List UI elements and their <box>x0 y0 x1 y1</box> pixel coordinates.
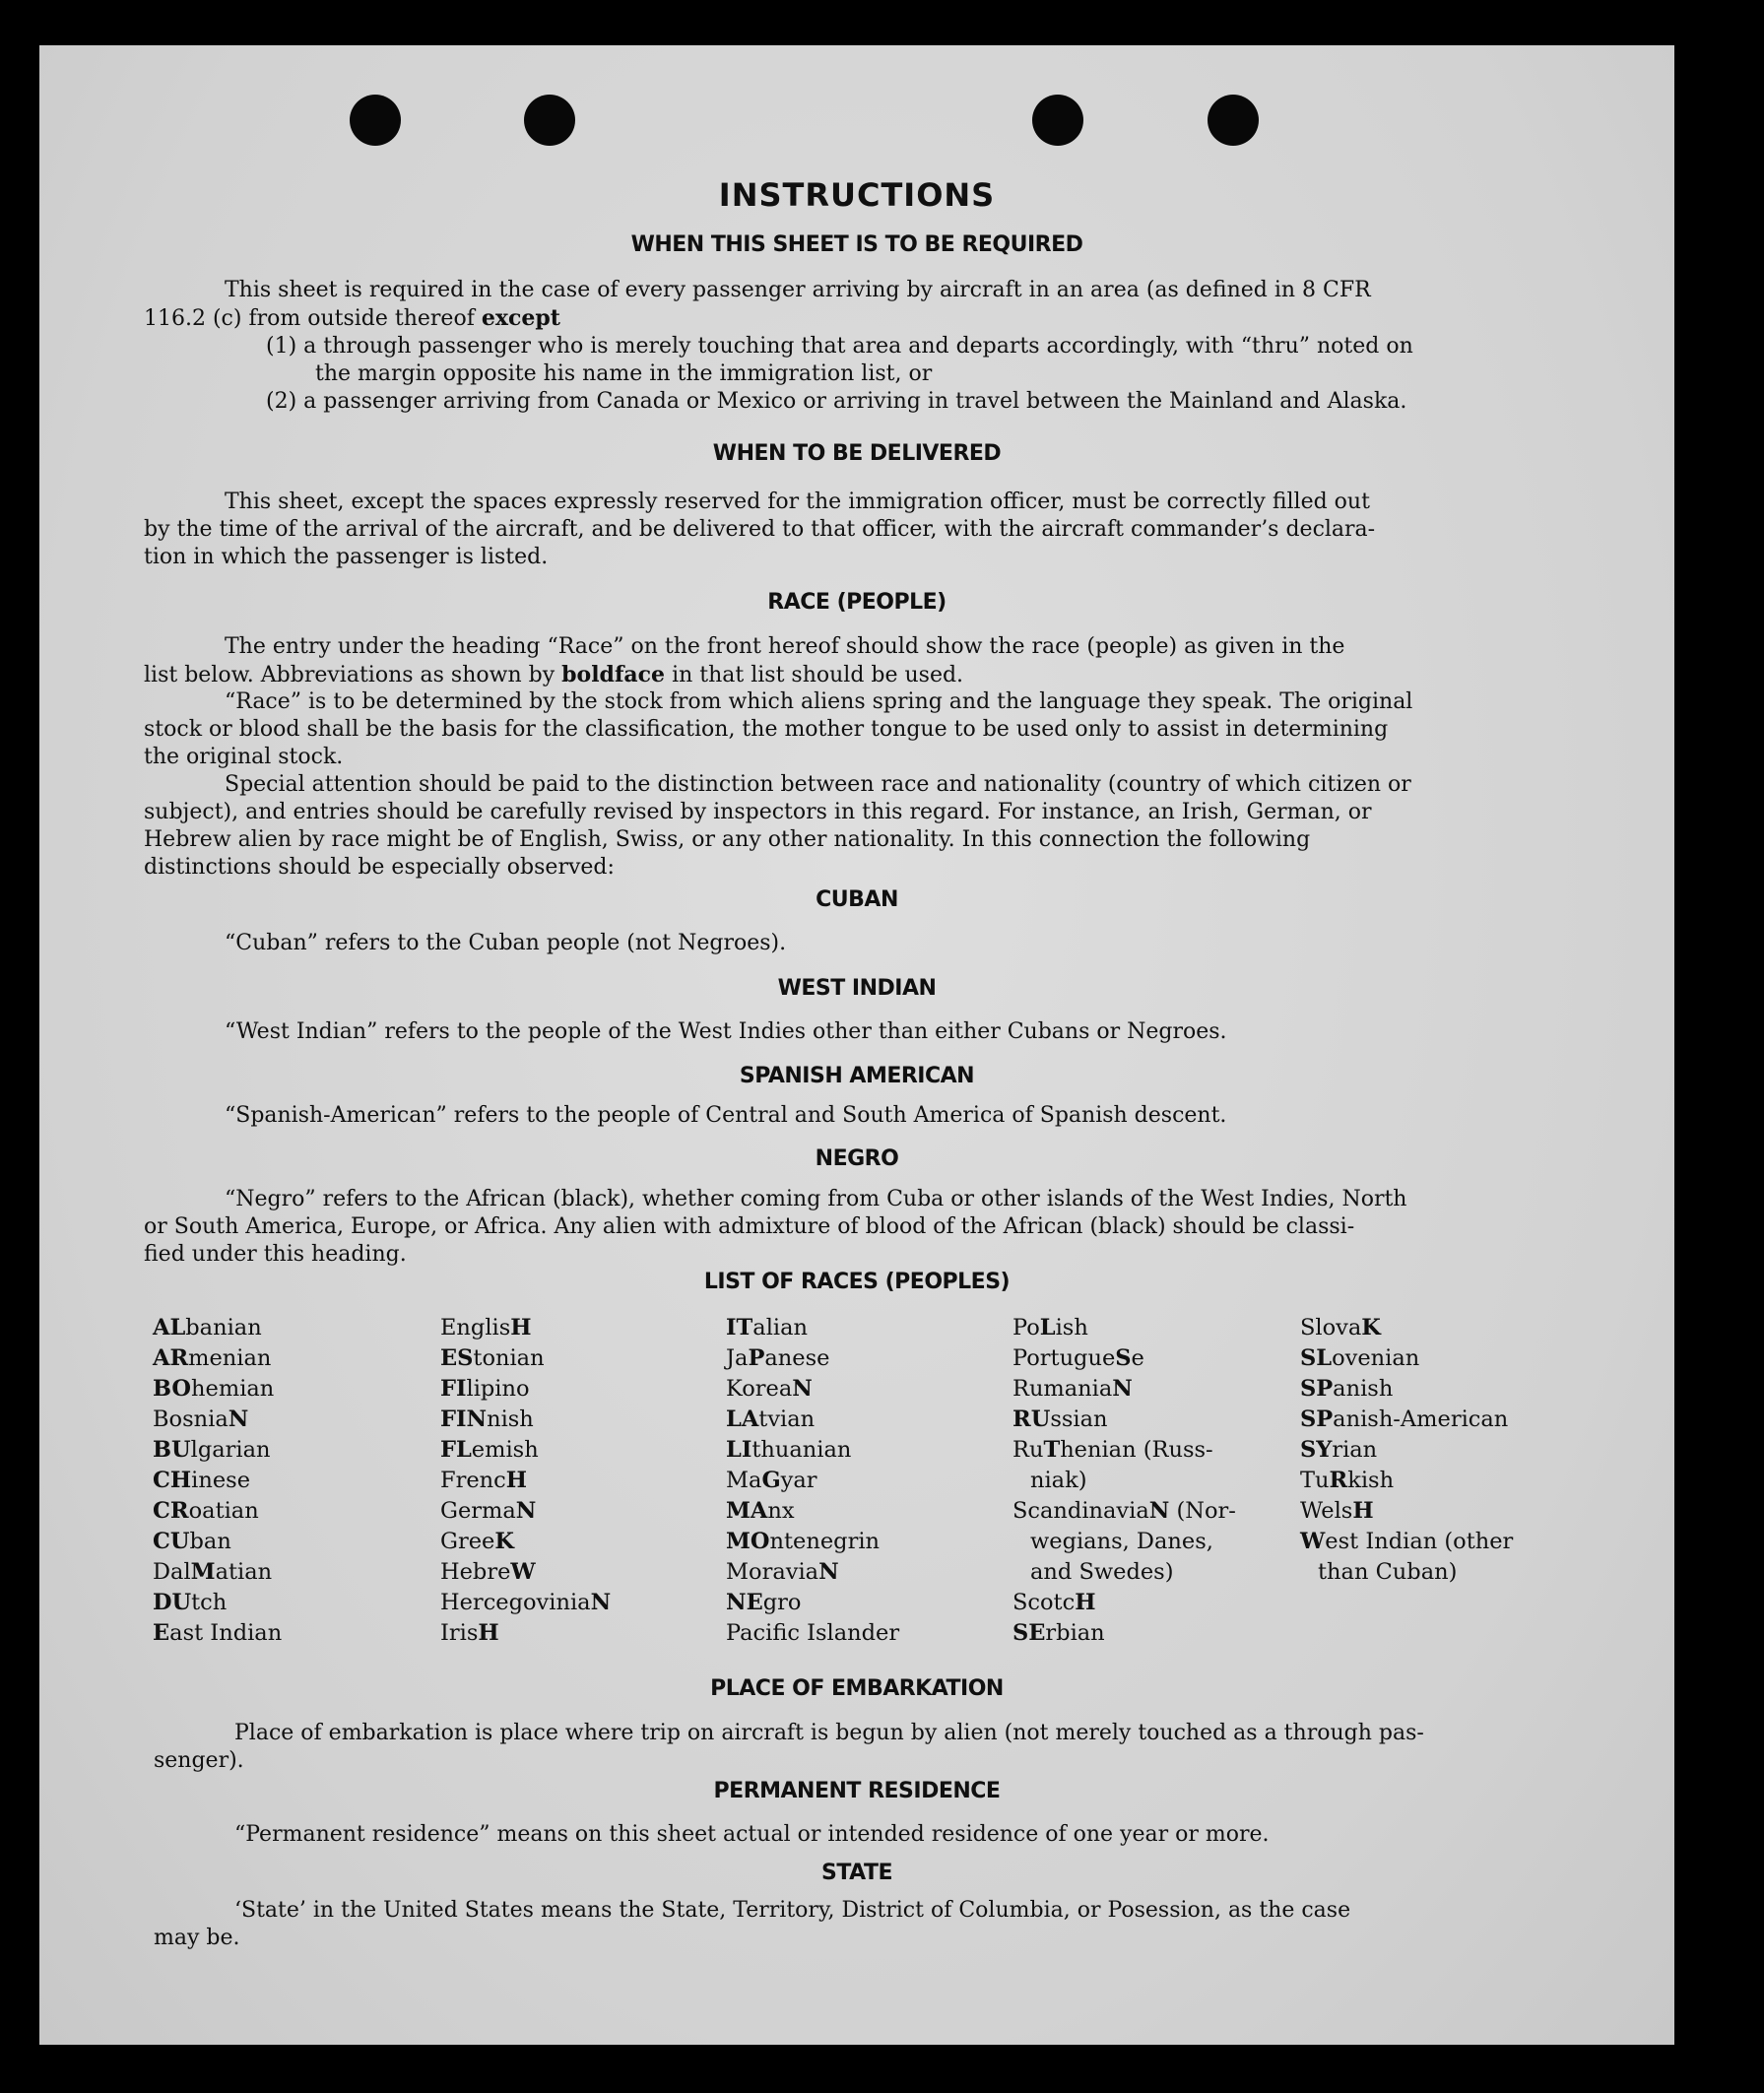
text-line: ‘State’ in the United States means the State, Territory, District of Columbia, or Posession, as the case <box>234 1898 1351 1923</box>
race-entry <box>153 1374 282 1405</box>
paragraph-race-4 <box>144 716 1388 745</box>
text-line: “Cuban” refers to the Cuban people (not Negroes). <box>225 931 787 955</box>
except-word: except <box>481 305 560 331</box>
race-abbrev: BU <box>153 1437 191 1463</box>
heading-spanish-american: SPANISH AMERICAN <box>739 1064 975 1088</box>
race-abbrev: P <box>748 1345 765 1371</box>
race-abbrev: SP <box>1300 1406 1334 1432</box>
text-line: This sheet, except the spaces expressly reserved for the immigration officer, must be correctly filled out <box>225 490 1370 514</box>
race-text: thuanian <box>751 1437 852 1463</box>
race-entry <box>440 1313 611 1343</box>
paragraph-when-required-1 <box>225 277 1603 305</box>
race-entry <box>1013 1496 1236 1527</box>
race-entry <box>1300 1527 1513 1557</box>
race-abbrev: LA <box>726 1406 759 1432</box>
race-text: ssian <box>1050 1406 1108 1432</box>
race-abbrev: FI <box>440 1376 467 1402</box>
race-abbrev: SP <box>1300 1376 1334 1402</box>
race-text: ntenegrin <box>769 1529 881 1554</box>
race-text: menian <box>188 1345 272 1371</box>
paragraph-west-indian <box>225 1018 1227 1047</box>
race-abbrev: H <box>510 1315 532 1341</box>
paragraph-spanish-american <box>225 1102 1226 1131</box>
race-text: Gree <box>440 1529 495 1554</box>
paragraph-race-9 <box>144 854 615 883</box>
race-entry <box>153 1435 282 1466</box>
text-line: stock or blood shall be the basis for the classification, the mother tongue to be used only to assist in determining <box>144 717 1389 742</box>
race-abbrev: N <box>590 1590 612 1615</box>
race-text: anish <box>1333 1376 1394 1402</box>
paragraph-race-3 <box>225 688 1412 717</box>
race-abbrev: N <box>818 1559 839 1585</box>
race-text: kish <box>1347 1468 1395 1493</box>
races-column-3 <box>726 1313 899 1649</box>
paragraph-negro-3 <box>144 1241 407 1270</box>
text-line <box>144 304 1523 334</box>
text-line: senger). <box>154 1748 244 1773</box>
race-abbrev: L <box>1039 1315 1056 1341</box>
race-text: ast Indian <box>169 1620 283 1646</box>
race-abbrev: FL <box>440 1437 472 1463</box>
race-abbrev: SE <box>1013 1620 1046 1646</box>
race-text: anish-American <box>1333 1406 1509 1432</box>
race-entry <box>153 1618 282 1649</box>
race-text: wegians, Danes, <box>1030 1529 1213 1554</box>
race-text: oatian <box>188 1498 259 1524</box>
heading-list-of-races: LIST OF RACES (PEOPLES) <box>703 1270 1011 1294</box>
race-text: Tu <box>1300 1468 1330 1493</box>
paragraph-state-1 <box>234 1897 1350 1926</box>
text-line: the margin opposite his name in the immigration list, or <box>315 361 933 386</box>
race-entry <box>726 1588 899 1618</box>
list-item-exception-2 <box>266 388 1605 417</box>
race-text: hemian <box>191 1376 275 1402</box>
list-item-exception-1-cont <box>315 360 1596 389</box>
paragraph-when-required-2 <box>144 304 1523 334</box>
race-entry <box>153 1496 282 1527</box>
race-abbrev: W <box>510 1559 536 1585</box>
race-text: alian <box>752 1315 808 1341</box>
race-text: ovenian <box>1332 1345 1420 1371</box>
heading-state: STATE <box>821 1861 892 1885</box>
race-text: Slova <box>1300 1315 1362 1341</box>
race-abbrev: E <box>153 1620 170 1646</box>
race-abbrev: IT <box>726 1315 753 1341</box>
text-line <box>144 661 963 690</box>
race-abbrev: BO <box>153 1376 192 1402</box>
race-abbrev: H <box>1075 1590 1096 1615</box>
race-abbrev: SY <box>1300 1437 1333 1463</box>
race-text: Scandinavia <box>1013 1498 1149 1524</box>
race-text: nx <box>767 1498 795 1524</box>
race-text: tch <box>191 1590 228 1615</box>
race-abbrev: N <box>515 1498 537 1524</box>
race-entry <box>726 1343 899 1374</box>
race-entry <box>1013 1313 1236 1343</box>
race-text: than Cuban) <box>1318 1559 1458 1585</box>
text-line: or South America, Europe, or Africa. Any alien with admixture of blood of the African (black) should be classi- <box>144 1214 1355 1239</box>
document-sheet <box>39 45 1674 2045</box>
race-abbrev: H <box>1352 1498 1374 1524</box>
text-line: “Spanish-American” refers to the people of Central and South America of Spanish descent. <box>225 1103 1227 1128</box>
race-text: (Nor- <box>1169 1498 1236 1524</box>
race-entry <box>1300 1313 1513 1343</box>
race-text: anese <box>764 1345 830 1371</box>
race-entry <box>153 1343 282 1374</box>
race-text: rbian <box>1045 1620 1105 1646</box>
text-line: “West Indian” refers to the people of the West Indies other than either Cubans or Negroes. <box>225 1019 1227 1044</box>
race-text: Wels <box>1300 1498 1353 1524</box>
text-line: “Permanent residence” means on this sheet actual or intended residence of one year or more. <box>234 1822 1270 1847</box>
race-abbrev: CH <box>153 1468 192 1493</box>
race-text: ban <box>189 1529 231 1554</box>
paragraph-when-delivered-2 <box>144 516 1375 545</box>
heading-west-indian: WEST INDIAN <box>777 976 937 1001</box>
page-title: INSTRUCTIONS <box>718 176 996 214</box>
race-entry <box>726 1496 899 1527</box>
races-column-5 <box>1300 1313 1513 1588</box>
race-entry <box>440 1343 611 1374</box>
race-abbrev: K <box>494 1529 514 1554</box>
race-text: yar <box>780 1468 817 1493</box>
race-entry <box>1013 1588 1236 1618</box>
race-abbrev: NE <box>726 1590 763 1615</box>
race-entry <box>440 1405 611 1435</box>
race-entry <box>440 1618 611 1649</box>
paragraph-race-5 <box>144 744 343 772</box>
race-abbrev: W <box>1300 1529 1326 1554</box>
races-column-1 <box>153 1313 282 1649</box>
text-line: This sheet is required in the case of every passenger arriving by aircraft in an area (as defined in 8 CFR <box>225 278 1371 302</box>
race-entry <box>1300 1557 1513 1588</box>
race-abbrev: T <box>1043 1437 1061 1463</box>
text-line: may be. <box>154 1926 240 1950</box>
list-item-exception-1 <box>266 333 1605 361</box>
race-entry <box>153 1588 282 1618</box>
race-text: lgarian <box>190 1437 271 1463</box>
text-line: subject), and entries should be carefully revised by inspectors in this regard. For instance, an Irish, German, or <box>144 800 1372 824</box>
paragraph-embarkation-1 <box>234 1720 1424 1748</box>
race-text: Ja <box>726 1345 749 1371</box>
race-abbrev: N <box>1148 1498 1170 1524</box>
race-abbrev: CU <box>153 1529 190 1554</box>
paragraph-when-delivered-3 <box>144 544 548 572</box>
race-entry <box>1300 1466 1513 1496</box>
race-text: Ma <box>726 1468 762 1493</box>
race-entry <box>1013 1374 1236 1405</box>
race-entry <box>1300 1374 1513 1405</box>
heading-embarkation: PLACE OF EMBARKATION <box>710 1676 1004 1701</box>
race-abbrev: R <box>1329 1468 1348 1493</box>
race-text: henian (Russ- <box>1060 1437 1213 1463</box>
paragraph-when-delivered-1 <box>225 489 1370 517</box>
race-abbrev: ES <box>440 1345 474 1371</box>
race-text: Scotc <box>1013 1590 1076 1615</box>
heading-negro: NEGRO <box>815 1146 899 1171</box>
race-entry <box>153 1527 282 1557</box>
paragraph-state-2 <box>154 1925 240 1953</box>
race-entry <box>1300 1405 1513 1435</box>
race-text: Ru <box>1013 1437 1044 1463</box>
race-abbrev: S <box>1115 1345 1132 1371</box>
race-entry <box>440 1435 611 1466</box>
race-text: Pacific Islander <box>726 1620 900 1646</box>
text-segment: list below. Abbreviations as shown by <box>144 663 555 687</box>
text-line: fied under this heading. <box>144 1242 407 1267</box>
race-text: Korea <box>726 1376 793 1402</box>
paragraph-race-7 <box>144 799 1372 827</box>
race-entry <box>726 1374 899 1405</box>
text-line: “Race” is to be determined by the stock from which aliens spring and the language they speak. The original <box>225 689 1413 714</box>
paragraph-race-6 <box>225 771 1411 800</box>
text-line: (2) a passenger arriving from Canada or Mexico or arriving in travel between the Mainland and Alaska. <box>266 389 1407 414</box>
race-text: gro <box>762 1590 802 1615</box>
text-line: “Negro” refers to the African (black), whether coming from Cuba or other islands of the West Indies, North <box>225 1187 1407 1211</box>
race-text: Moravia <box>726 1559 819 1585</box>
text-line: by the time of the arrival of the aircraft, and be delivered to that officer, with the aircraft commander’s declara- <box>144 517 1376 542</box>
race-entry <box>440 1588 611 1618</box>
race-text: Germa <box>440 1498 516 1524</box>
race-entry <box>153 1557 282 1588</box>
race-entry <box>440 1496 611 1527</box>
race-text: Dal <box>153 1559 191 1585</box>
paragraph-race-8 <box>144 826 1310 855</box>
race-abbrev: H <box>505 1468 528 1493</box>
race-entry <box>1013 1343 1236 1374</box>
race-text: Po <box>1013 1315 1040 1341</box>
boldface-word: boldface <box>561 662 666 687</box>
race-text: Frenc <box>440 1468 506 1493</box>
race-abbrev: MA <box>726 1498 768 1524</box>
race-abbrev: N <box>466 1406 488 1432</box>
race-text: banian <box>185 1315 262 1341</box>
race-text: e <box>1131 1345 1144 1371</box>
race-entry <box>726 1405 899 1435</box>
heading-cuban: CUBAN <box>816 887 898 912</box>
race-text: inese <box>191 1468 251 1493</box>
race-abbrev: N <box>228 1406 249 1432</box>
race-text: rian <box>1332 1437 1378 1463</box>
race-abbrev: AR <box>153 1345 189 1371</box>
race-abbrev: H <box>478 1620 499 1646</box>
race-abbrev: RU <box>1013 1406 1051 1432</box>
heading-when-required: WHEN THIS SHEET IS TO BE REQUIRED <box>630 232 1083 257</box>
race-entry <box>153 1313 282 1343</box>
race-entry <box>1013 1435 1236 1466</box>
race-text: and Swedes) <box>1030 1559 1174 1585</box>
race-text: Englis <box>440 1315 511 1341</box>
race-text: nish <box>487 1406 534 1432</box>
text-segment: in that list should be used. <box>672 663 964 687</box>
race-entry <box>1300 1343 1513 1374</box>
race-entry <box>440 1527 611 1557</box>
race-entry <box>726 1313 899 1343</box>
race-text: Hercegovinia <box>440 1590 591 1615</box>
race-abbrev: M <box>190 1559 216 1585</box>
race-entry <box>1013 1527 1236 1557</box>
race-entry <box>1013 1466 1236 1496</box>
race-entry <box>440 1374 611 1405</box>
race-text: Portugue <box>1013 1345 1116 1371</box>
race-text: tvian <box>758 1406 816 1432</box>
race-text: niak) <box>1030 1468 1087 1493</box>
race-text: tonian <box>473 1345 545 1371</box>
race-entry <box>726 1435 899 1466</box>
race-entry <box>726 1466 899 1496</box>
race-entry <box>440 1557 611 1588</box>
text-line: the original stock. <box>144 745 344 769</box>
paragraph-race-2 <box>144 661 963 690</box>
text-line: Place of embarkation is place where trip on aircraft is begun by alien (not merely touched as a through pas- <box>234 1721 1424 1745</box>
text-line: (1) a through passenger who is merely touching that area and departs accordingly, with “thru” noted on <box>266 334 1413 359</box>
race-text: est Indian (other <box>1325 1529 1514 1554</box>
race-abbrev: N <box>1112 1376 1133 1402</box>
punch-hole-1 <box>350 95 401 146</box>
text-segment: 116.2 (c) from outside thereof <box>144 306 475 331</box>
paragraph-embarkation-2 <box>154 1747 244 1776</box>
race-entry <box>726 1557 899 1588</box>
race-abbrev: CR <box>153 1498 189 1524</box>
race-abbrev: DU <box>153 1590 192 1615</box>
race-entry <box>726 1527 899 1557</box>
race-entry <box>1300 1496 1513 1527</box>
paragraph-residence <box>234 1821 1270 1850</box>
race-entry <box>1013 1618 1236 1649</box>
text-line: Special attention should be paid to the distinction between race and nationality (country of which citizen or <box>225 772 1411 797</box>
punch-hole-4 <box>1208 95 1259 146</box>
race-entry <box>153 1405 282 1435</box>
race-text: ish <box>1055 1315 1088 1341</box>
race-abbrev: N <box>792 1376 813 1402</box>
heading-when-delivered: WHEN TO BE DELIVERED <box>712 441 1002 466</box>
paragraph-cuban <box>225 930 786 958</box>
text-line: The entry under the heading “Race” on the front hereof should show the race (people) as given in the <box>225 634 1345 659</box>
race-abbrev: LI <box>726 1437 752 1463</box>
race-abbrev: G <box>761 1468 781 1493</box>
race-entry <box>1300 1435 1513 1466</box>
race-abbrev: AL <box>153 1315 186 1341</box>
race-entry <box>153 1466 282 1496</box>
race-text: Hebre <box>440 1559 511 1585</box>
race-entry <box>726 1618 899 1649</box>
race-entry <box>440 1466 611 1496</box>
text-line: tion in which the passenger is listed. <box>144 545 549 569</box>
text-line: Hebrew alien by race might be of English, Swiss, or any other nationality. In this connection the following <box>144 827 1311 852</box>
race-text: emish <box>471 1437 539 1463</box>
heading-permanent-residence: PERMANENT RESIDENCE <box>713 1779 1001 1803</box>
race-entry <box>1013 1557 1236 1588</box>
race-abbrev: K <box>1361 1315 1381 1341</box>
paragraph-negro-1 <box>225 1186 1406 1214</box>
race-text: Rumania <box>1013 1376 1113 1402</box>
text-line: distinctions should be especially observed: <box>144 855 615 880</box>
race-abbrev: MO <box>726 1529 770 1554</box>
race-text: atian <box>215 1559 273 1585</box>
race-abbrev: FI <box>440 1406 467 1432</box>
race-entry <box>1013 1405 1236 1435</box>
heading-race: RACE (PEOPLE) <box>767 590 947 615</box>
race-abbrev: SL <box>1300 1345 1333 1371</box>
paragraph-race-1 <box>225 633 1344 662</box>
race-text: Bosnia <box>153 1406 229 1432</box>
race-text: lipino <box>466 1376 530 1402</box>
punch-hole-2 <box>524 95 575 146</box>
races-column-4 <box>1013 1313 1236 1649</box>
punch-hole-3 <box>1032 95 1083 146</box>
paragraph-negro-2 <box>144 1213 1354 1242</box>
races-column-2 <box>440 1313 611 1649</box>
race-text: Iris <box>440 1620 479 1646</box>
